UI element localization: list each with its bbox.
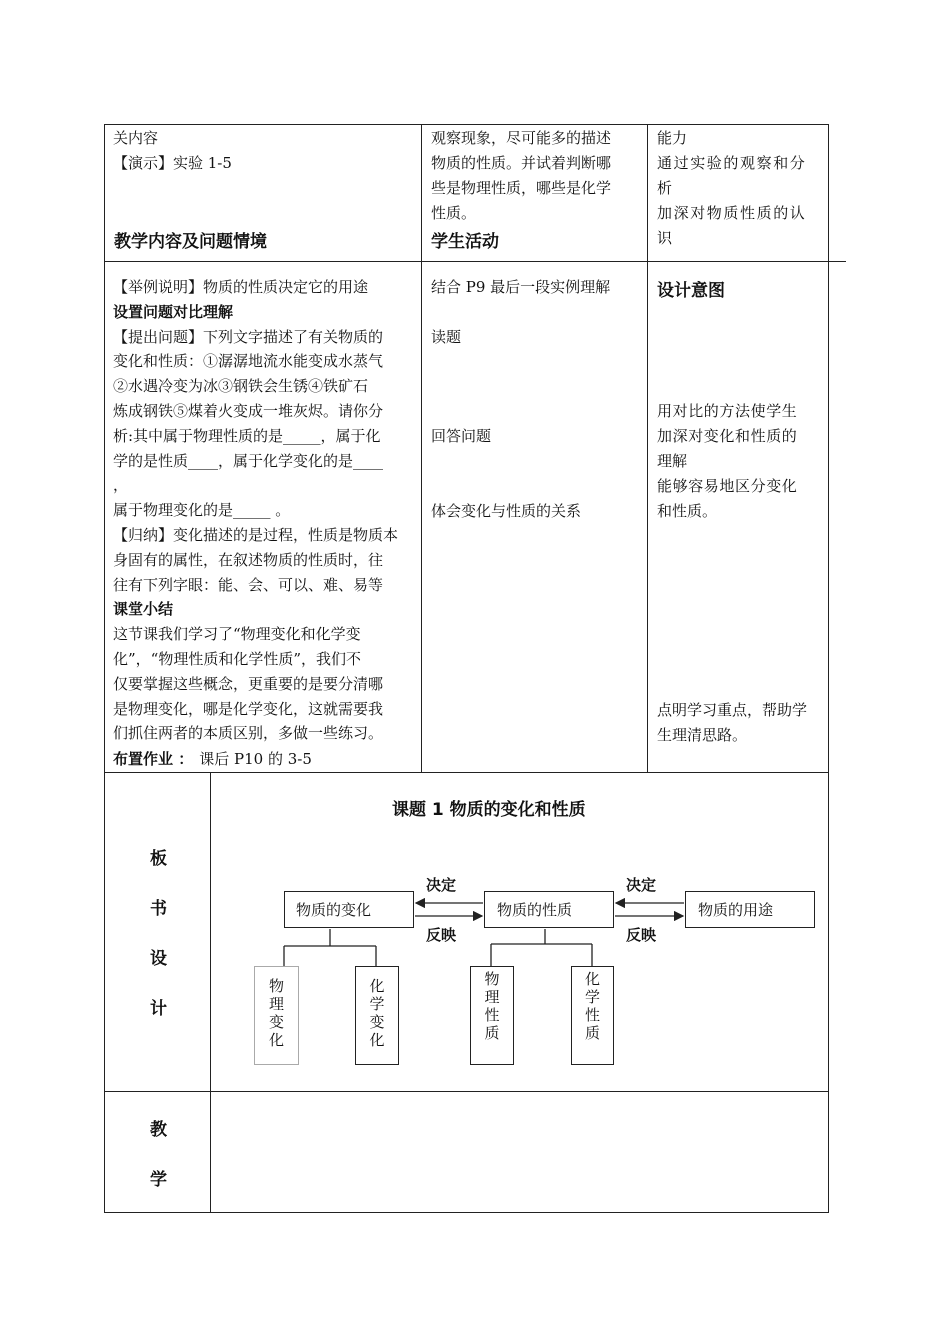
homework-text: 课后 P10 的 3-5 (199, 750, 312, 768)
board-side-label-1: 板 (150, 849, 167, 869)
content-line: 设置问题对比理解 (113, 302, 234, 321)
intent-block2-line-2: 生理清思路。 (657, 726, 748, 744)
top-col1-line-2: 【演示】实验 1-5 (113, 154, 232, 172)
content-line: ②水遇冷变为冰③钢铁会生锈④铁矿石 (113, 377, 369, 396)
content-line: 们抓住两者的本质区别，多做一些练习。 (113, 724, 384, 743)
content-line: 属于物理变化的是_____ 。 (113, 501, 291, 520)
char: 性 (484, 1006, 500, 1024)
content-line: 往有下列字眼：能、会、可以、难、易等 (113, 575, 384, 594)
char: 学 (369, 995, 385, 1013)
box-matter-change-label: 物质的变化 (296, 901, 372, 919)
top-col2-line-4: 性质。 (431, 204, 477, 222)
top-col1-line-1: 关内容 (113, 129, 159, 147)
top-col3-line-2: 通过实验的观察和分 (657, 154, 807, 172)
content-line: 仅要掌握这些概念，更重要的是要分清哪 (113, 674, 384, 693)
char: 质 (484, 1024, 500, 1042)
board-side-label-3: 设 (150, 949, 167, 969)
char: 变 (369, 1013, 385, 1031)
box-physical-change (254, 966, 299, 1065)
content-line: 炼成钢铁⑤煤着火变成一堆灰烬。请你分 (113, 402, 384, 420)
box-chemical-change (355, 966, 399, 1065)
char: 质 (584, 1024, 600, 1042)
design-intent-header: 设计意图 (657, 281, 725, 301)
intent-block1-line-4: 能够容易地区分变化 (657, 477, 798, 495)
activity-item-1: 结合 P9 最后一段实例理解 (431, 278, 611, 296)
char: 理 (484, 988, 500, 1006)
char: 学 (584, 988, 600, 1006)
board-title: 课题 1 物质的变化和性质 (392, 800, 586, 820)
top-col2-line-1: 观察现象，尽可能多的描述 (431, 129, 612, 147)
label-reflect-2: 反映 (626, 926, 657, 944)
content-line: 身固有的属性，在叙述物质的性质时，往 (113, 550, 384, 569)
activity-item-2: 读题 (431, 328, 462, 346)
content-line: ， (113, 476, 129, 495)
homework-label: 布置作业 ： (113, 750, 194, 768)
content-line: 这节课我们学习了“物理变化和化学变 (113, 625, 361, 644)
char: 化 (268, 1031, 284, 1049)
top-col3-line-5: 识 (657, 229, 673, 247)
content-line: 【归纳】变化描述的是过程，性质是物质本 (113, 526, 399, 544)
top-col2-line-2: 物质的性质。并试着判断哪 (431, 154, 612, 172)
header-teaching-content: 教学内容及问题情境 (114, 232, 267, 252)
char: 物 (484, 970, 500, 988)
top-col2-line-3: 些是物理性质，哪些是化学 (431, 179, 612, 197)
intent-block1-line-5: 和性质。 (657, 502, 718, 520)
box-matter-use-label: 物质的用途 (698, 901, 774, 919)
box-chemical-property (571, 966, 614, 1065)
content-line: 变化和性质：①潺潺地流水能变成水蒸气 (113, 352, 384, 371)
activity-item-4: 体会变化与性质的关系 (431, 502, 582, 520)
char: 性 (584, 1006, 600, 1024)
teaching-side-label-1: 教 (150, 1120, 167, 1140)
intent-block1-line-1: 用对比的方法使学生 (657, 402, 798, 420)
teaching-side-label-2: 学 (150, 1170, 167, 1190)
content-line: 【提出问题】下列文字描述了有关物质的 (113, 327, 384, 346)
content-line: 化”，“物理性质和化学性质”，我们不 (113, 650, 362, 668)
char: 化 (369, 1031, 385, 1049)
label-decide-2: 决定 (626, 876, 657, 894)
content-line: 析:其中属于物理性质的是_____，属于化 (113, 426, 381, 445)
activity-item-3: 回答问题 (431, 427, 492, 445)
intent-block2-line-1: 点明学习重点，帮助学 (657, 701, 808, 719)
char: 化 (369, 977, 385, 995)
char: 变 (268, 1013, 284, 1031)
label-reflect-1: 反映 (426, 926, 457, 944)
board-side-label-2: 书 (150, 899, 167, 919)
box-matter-property-label: 物质的性质 (497, 901, 573, 919)
header-student-activity: 学生活动 (431, 232, 499, 252)
board-side-label-4: 计 (150, 999, 167, 1019)
label-decide-1: 决定 (426, 876, 457, 894)
intent-block1-line-2: 加深对变化和性质的 (657, 427, 798, 445)
content-line: 【举例说明】物质的性质决定它的用途 (113, 278, 369, 296)
content-line: 课堂小结 (113, 600, 174, 619)
content-line: 是物理变化，哪是化学变化，这就需要我 (113, 699, 384, 718)
top-col3-line-1: 能力 (657, 129, 688, 147)
char: 理 (268, 995, 284, 1013)
char: 化 (584, 970, 600, 988)
char: 物 (268, 977, 284, 995)
box-physical-property (470, 966, 514, 1065)
intent-block1-line-3: 理解 (657, 452, 688, 470)
content-line: 学的是性质____，属于化学变化的是____ (113, 451, 384, 470)
top-col3-line-3: 析 (657, 179, 673, 197)
top-col3-line-4: 加深对物质性质的认 (657, 204, 807, 222)
